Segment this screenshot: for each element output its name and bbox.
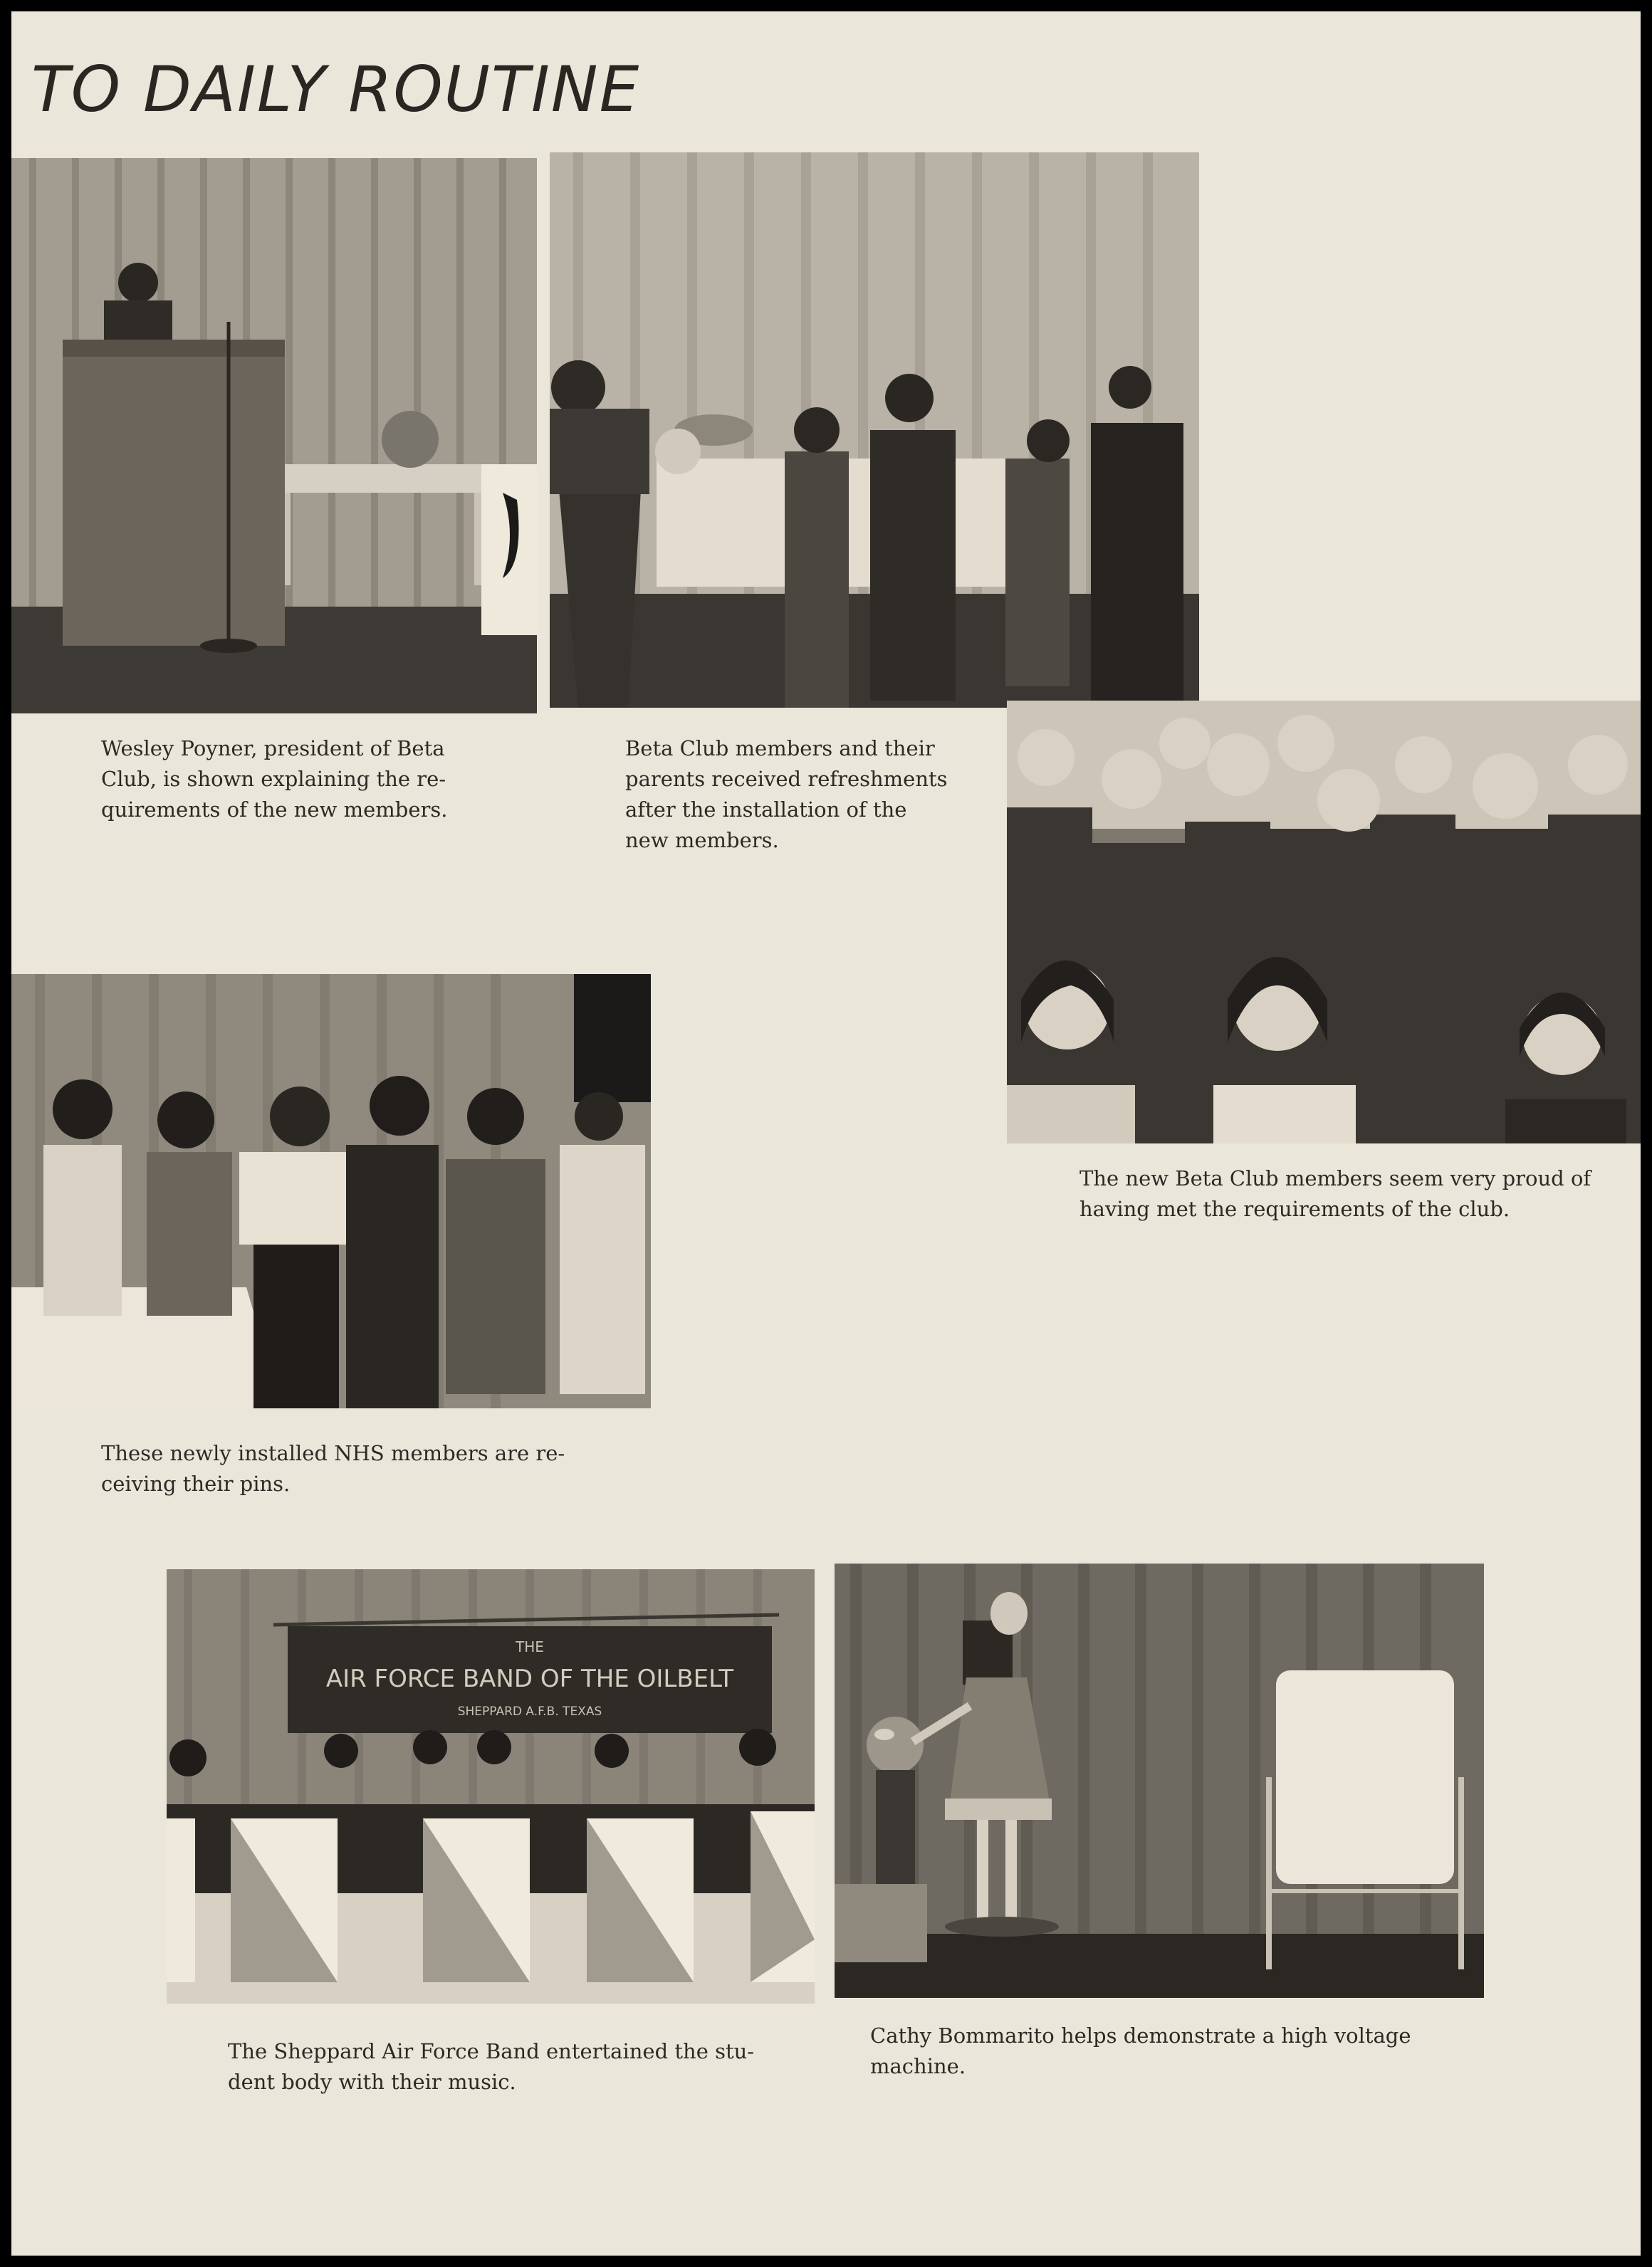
photo-band-image bbox=[167, 1569, 815, 2004]
page-headline: TO DAILY ROUTINE bbox=[31, 53, 641, 126]
photo-members-image bbox=[1007, 701, 1641, 1143]
band-banner-line3: SHEPPARD A.F.B. TEXAS bbox=[457, 1705, 602, 1719]
caption-podium bbox=[101, 733, 448, 825]
caption-band bbox=[228, 2036, 754, 2098]
caption-podium-line: quirements of the new members. bbox=[101, 797, 448, 822]
band-banner-line1: THE bbox=[516, 1638, 544, 1655]
caption-podium-line: Club, is shown explaining the re- bbox=[101, 767, 446, 791]
band-banner-line2: AIR FORCE BAND OF THE OILBELT bbox=[325, 1665, 734, 1693]
paper bbox=[11, 11, 1641, 2256]
caption-members bbox=[1079, 1163, 1591, 1225]
caption-refreshments-line: Beta Club members and their bbox=[625, 736, 935, 760]
photo-pins-image bbox=[11, 974, 651, 1408]
caption-voltage bbox=[870, 2021, 1411, 2082]
caption-band-line: The Sheppard Air Force Band entertained the stu- bbox=[228, 2039, 755, 2063]
caption-refreshments bbox=[625, 733, 948, 856]
caption-band-line: dent body with their music. bbox=[228, 2070, 516, 2094]
photo-voltage bbox=[835, 1564, 1484, 1998]
photo-voltage-image bbox=[835, 1564, 1484, 1998]
caption-members-line: The new Beta Club members seem very proud of bbox=[1079, 1166, 1591, 1190]
photo-pins bbox=[11, 974, 651, 1408]
photo-refreshments bbox=[550, 152, 1199, 708]
caption-pins-line: These newly installed NHS members are re- bbox=[101, 1441, 565, 1465]
photo-members bbox=[1007, 701, 1641, 1143]
photo-refreshments-image bbox=[550, 152, 1199, 708]
caption-pins bbox=[101, 1438, 565, 1499]
caption-refreshments-line: after the installation of the bbox=[625, 797, 907, 822]
photo-podium bbox=[11, 158, 537, 713]
caption-members-line: having met the requirements of the club. bbox=[1079, 1197, 1510, 1221]
caption-podium-line: Wesley Poyner, president of Beta bbox=[101, 736, 445, 760]
caption-pins-line: ceiving their pins. bbox=[101, 1472, 291, 1496]
caption-voltage-line: machine. bbox=[870, 2054, 966, 2078]
caption-voltage-line: Cathy Bommarito helps demonstrate a high voltage bbox=[870, 2023, 1411, 2048]
caption-refreshments-line: new members. bbox=[625, 828, 779, 852]
caption-refreshments-line: parents received refreshments bbox=[625, 767, 948, 791]
photo-podium-image bbox=[11, 158, 537, 713]
photo-band bbox=[167, 1569, 815, 2004]
